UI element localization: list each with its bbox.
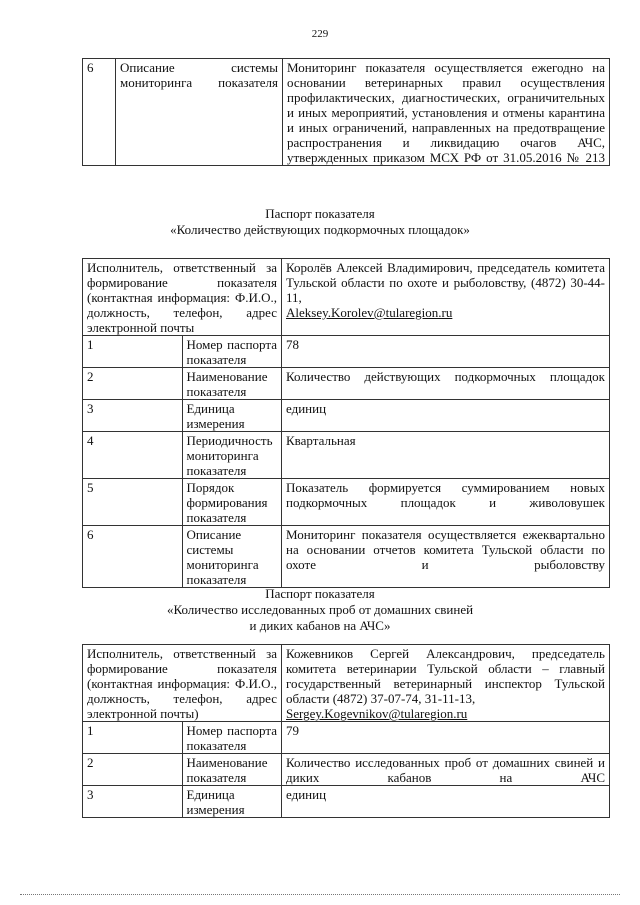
executor-label: Исполнитель, ответственный за формирование показателя (контактная информация: Ф.И.О., должность, телефон, адрес электронной почты — [83, 259, 282, 336]
row-label: Порядок формирования показателя — [182, 479, 282, 526]
row-label: Периодичность мониторинга показателя — [182, 432, 282, 479]
top-table — [82, 58, 610, 166]
executor-value: Королёв Алексей Владимирович, председатель комитета Тульской области по охоте и рыболовству, (4872) 30-44-11, — [286, 260, 605, 305]
table-row — [83, 368, 610, 400]
row-label: Наименование показателя — [182, 754, 282, 786]
executor-value: Кожевников Сергей Александрович, председатель комитета ветеринарии Тульской области – главный государственный ветеринарный инспектор Тульской области (4872) 37-07-74, 31-11-13, — [286, 646, 605, 706]
heading-subtitle: «Количество действующих подкормочных площадок» — [170, 222, 470, 237]
heading-subtitle: «Количество исследованных проб от домашних свиней — [166, 602, 474, 617]
executor-cell — [282, 645, 610, 722]
table-row — [83, 432, 610, 479]
heading-title: Паспорт показателя — [265, 586, 375, 601]
page-number: 229 — [311, 28, 329, 40]
row-label: Наименование показателя — [182, 368, 282, 400]
row-number: 6 — [83, 526, 183, 588]
page-bottom-rule — [20, 894, 620, 895]
table-row — [83, 59, 610, 166]
row-number: 3 — [83, 400, 183, 432]
row-number: 4 — [83, 432, 183, 479]
row-label: Номер паспорта показателя — [182, 722, 282, 754]
passport-78-table — [82, 258, 610, 588]
row-number: 3 — [83, 786, 183, 818]
row-number: 6 — [83, 59, 116, 166]
row-number: 5 — [83, 479, 183, 526]
table-row — [83, 336, 610, 368]
table-row — [83, 645, 610, 722]
passport-79-table — [82, 644, 610, 818]
executor-email-link[interactable]: Sergey.Kogevnikov@tularegion.ru — [286, 706, 468, 721]
row-value: 79 — [282, 722, 610, 754]
row-value: единиц — [282, 786, 610, 818]
table-row — [83, 400, 610, 432]
heading-subtitle-continued: и диких кабанов на АЧС» — [249, 618, 391, 633]
table-row — [83, 526, 610, 588]
table-row — [83, 754, 610, 786]
heading-title: Паспорт показателя — [265, 206, 375, 221]
row-value: Мониторинг показателя осуществляется ежеквартально на основании отчетов комитета Тульской области по охоте и рыболовству — [282, 526, 610, 588]
row-value: Мониторинг показателя осуществляется ежегодно на основании ветеринарных правил осуществления профилактических, диагностических, ограничительных и иных мероприятий, установления и отмены карантина и иных ограничений, направленных на предотвращение распространения и ликвидацию очагов АЧС, утвержденных приказом МСХ РФ от 31.05.2016 № 213 — [283, 59, 610, 166]
passport-78-heading — [0, 206, 640, 238]
table-row — [83, 259, 610, 336]
row-label: Описание системы мониторинга показателя — [116, 59, 283, 166]
row-number: 2 — [83, 368, 183, 400]
row-value: 78 — [282, 336, 610, 368]
row-number: 2 — [83, 754, 183, 786]
row-value: Количество исследованных проб от домашних свиней и диких кабанов на АЧС — [282, 754, 610, 786]
executor-email-link[interactable]: Aleksey.Korolev@tularegion.ru — [286, 305, 453, 320]
row-label: Единица измерения — [182, 400, 282, 432]
row-number: 1 — [83, 722, 183, 754]
row-number: 1 — [83, 336, 183, 368]
table-row — [83, 722, 610, 754]
row-value: единиц — [282, 400, 610, 432]
table-row — [83, 786, 610, 818]
row-value: Количество действующих подкормочных площадок — [282, 368, 610, 400]
executor-label: Исполнитель, ответственный за формирование показателя (контактная информация: Ф.И.О., должность, телефон, адрес электронной почты) — [83, 645, 282, 722]
row-label: Описание системы мониторинга показателя — [182, 526, 282, 588]
row-value: Квартальная — [282, 432, 610, 479]
row-label: Единица измерения — [182, 786, 282, 818]
row-label: Номер паспорта показателя — [182, 336, 282, 368]
table-row — [83, 479, 610, 526]
passport-79-heading — [0, 586, 640, 634]
executor-cell — [282, 259, 610, 336]
row-value: Показатель формируется суммированием новых подкормочных площадок и живоловушек — [282, 479, 610, 526]
